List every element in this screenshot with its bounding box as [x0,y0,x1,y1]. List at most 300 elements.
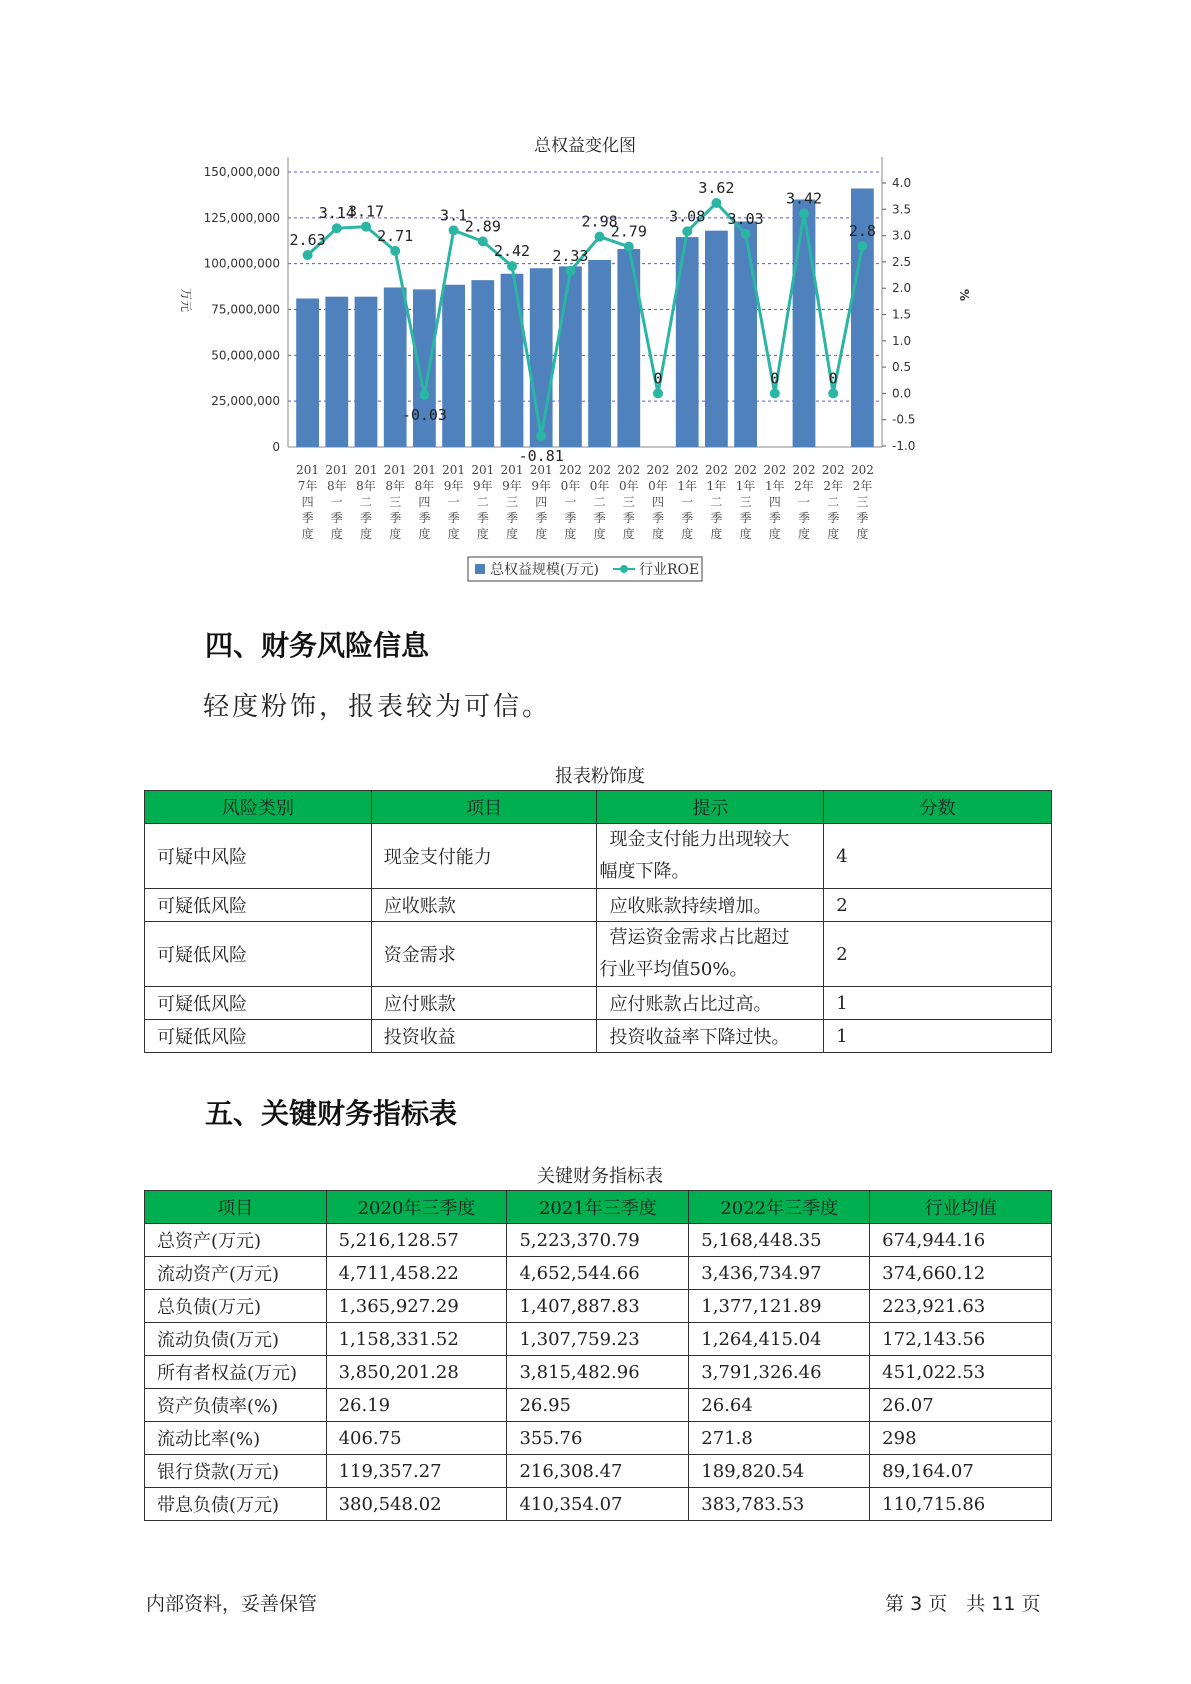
x-tick-label [647,463,670,541]
kpi-value-cell: 26.07 [870,1389,1052,1422]
risk-category-cell: 可疑中风险 [145,824,372,889]
risk-score-cell: 1 [824,987,1052,1020]
x-tick-label [325,463,348,541]
kpi-item-cell: 总负债(万元) [145,1290,327,1323]
table-row [145,824,1052,889]
x-tick-label-part: 季 [418,511,431,525]
kpi-table [144,1190,1052,1521]
y-tick-label: 125,000,000 [203,210,280,225]
x-tick-label-part: 1年 [677,479,698,493]
risk-table [144,790,1052,1053]
footer-page-total: 11 [991,1593,1016,1615]
table-row [145,1356,1052,1389]
x-tick-label-part: 季 [710,511,723,525]
risk-hint-cell [597,922,824,987]
x-tick-label-part: 0年 [560,479,581,493]
roe-point [303,250,313,260]
risk-item-cell: 应付账款 [371,987,597,1020]
x-tick-label-part: 0年 [589,479,610,493]
kpi-value-cell: 355.76 [507,1422,689,1455]
table-row [145,1323,1052,1356]
kpi-value-cell: 298 [870,1422,1052,1455]
x-tick-label-part: 二 [476,495,489,509]
risk-hint-line1: 应付账款占比过高。 [609,994,772,1015]
roe-data-label: 2.63 [289,231,326,250]
footer-page-prefix: 第 [885,1593,905,1615]
x-tick-label-part: 四 [301,495,314,509]
risk-hint-cell [597,1020,824,1053]
risk-category-cell: 可疑低风险 [145,922,372,987]
y-tick-label: 50,000,000 [211,348,280,363]
table-row [145,1020,1052,1053]
roe-data-label: 3.42 [785,189,823,208]
x-tick-label [559,463,582,541]
y-axis-title: 万元 [179,287,193,313]
y2-tick-label: 3.0 [892,228,912,243]
roe-point [390,246,400,256]
kpi-value-cell: 1,377,121.89 [689,1290,870,1323]
kpi-table-caption: 关键财务指标表 [537,1166,663,1187]
risk-category-cell: 可疑低风险 [145,889,372,922]
x-tick-label-part: 季 [564,511,577,525]
footer-page-number: 3 [910,1593,923,1615]
x-tick-label-part: 度 [651,527,665,541]
kpi-value-cell: 1,307,759.23 [507,1323,689,1356]
x-tick-label-part: 季 [622,511,635,525]
y2-tick-label: 0.0 [892,386,912,401]
table-row [145,987,1052,1020]
x-tick-label-part: 季 [827,511,840,525]
roe-data-label: 3.08 [669,207,706,226]
x-tick-label-part: 度 [301,527,314,541]
x-tick-label [471,463,494,541]
kpi-item-cell: 银行贷款(万元) [145,1455,327,1488]
equity-chart [170,135,1020,595]
roe-data-label: 2.33 [552,246,589,265]
x-tick-label [501,463,524,541]
x-tick-label [355,463,378,541]
x-tick-label-part: 一 [564,495,577,509]
x-tick-label-part: 度 [681,527,694,541]
risk-score-cell: 1 [824,1020,1052,1053]
roe-point [770,388,780,398]
y-tick-label: 150,000,000 [203,165,280,179]
bar [355,297,378,447]
risk-item-cell: 应收账款 [371,889,597,922]
kpi-value-cell: 1,264,415.04 [689,1323,870,1356]
legend-bar-swatch [475,564,485,574]
x-tick-label-part: 201 [354,463,378,477]
x-tick-label-part: 度 [447,527,460,541]
bar [588,260,611,447]
y2-axis-title: % [957,288,971,302]
x-tick-label-part: 9年 [472,479,493,493]
kpi-value-cell: 216,308.47 [507,1455,689,1488]
x-tick-label-part: 一 [681,495,694,509]
x-tick-label-part: 季 [301,511,314,525]
risk-hint-cell [597,824,824,889]
x-tick-label-part: 201 [529,463,553,477]
x-tick-label-part: 2年 [823,479,844,493]
x-tick-label-part: 202 [850,463,874,477]
risk-score-cell: 2 [824,922,1052,987]
x-tick-label-part: 季 [856,511,869,525]
x-tick-label-part: 202 [704,463,728,477]
footer-page-mid: 页 共 [928,1593,986,1615]
y2-tick-label: -1.0 [892,439,916,453]
risk-item-cell: 现金支付能力 [371,824,597,889]
kpi-value-cell: 26.19 [326,1389,507,1422]
roe-data-label: 2.89 [464,217,501,236]
x-tick-label-part: 度 [535,527,548,541]
y2-tick-label: 2.5 [892,254,912,269]
legend-bar-label: 总权益规模(万元) [490,562,599,578]
x-tick-label-part: 二 [710,495,723,509]
kpi-value-cell: 374,660.12 [870,1257,1052,1290]
x-tick-label-part: 202 [792,463,816,477]
x-tick-label-part: 9年 [502,479,522,493]
kpi-value-cell: 26.64 [689,1389,870,1422]
x-tick-label-part: 度 [827,527,840,541]
x-tick-label-part: 7年 [297,479,318,493]
x-tick-label-part: 201 [442,463,466,477]
roe-point [449,225,459,235]
x-tick-label-part: 202 [734,463,758,477]
bar [296,299,319,448]
x-tick-label-part: 季 [476,511,489,525]
kpi-item-cell: 带息负债(万元) [145,1488,327,1521]
x-tick-label-part: 四 [535,495,548,509]
x-tick-label [763,463,786,541]
y2-tick-label: -0.5 [892,412,916,427]
risk-hint-cell [597,987,824,1020]
roe-point [653,388,663,398]
chart-title: 总权益变化图 [534,136,636,156]
x-tick-label [734,463,757,541]
x-tick-label-part: 度 [330,527,343,541]
roe-data-label: 3.14 [318,204,355,223]
roe-data-label: 3.03 [727,210,764,229]
kpi-value-cell: 89,164.07 [870,1455,1052,1488]
x-tick-label-part: 度 [418,527,431,541]
risk-hint-line1: 投资收益率下降过快。 [609,1027,790,1048]
kpi-item-cell: 流动资产(万元) [145,1257,327,1290]
kpi-value-cell: 383,783.53 [689,1488,870,1521]
x-tick-label-part: 202 [617,463,641,477]
y2-tick-label: 0.5 [892,360,912,375]
x-tick-label-part: 季 [389,511,402,525]
y2-tick-label: 1.0 [892,333,912,348]
kpi-header-2022q3: 2022年三季度 [689,1191,870,1224]
bar [325,297,348,447]
table-row [145,889,1052,922]
x-tick-label-part: 0年 [648,479,668,493]
kpi-value-cell: 119,357.27 [326,1455,507,1488]
x-tick-label [588,463,611,541]
x-tick-label-part: 201 [412,463,436,477]
table-row [145,1290,1052,1323]
footer-page-info [885,1589,1041,1616]
x-tick-label-part: 度 [476,527,489,541]
kpi-value-cell: 3,436,734.97 [689,1257,870,1290]
x-tick-label-part: 度 [739,527,752,541]
bar [559,266,582,447]
roe-point [478,236,488,246]
table-row [145,1224,1052,1257]
risk-category-cell: 可疑低风险 [145,987,372,1020]
table-row [145,922,1052,987]
kpi-value-cell: 5,168,448.35 [689,1224,870,1257]
kpi-value-cell: 26.95 [507,1389,689,1422]
risk-header-score: 分数 [824,791,1052,824]
kpi-value-cell: 189,820.54 [689,1455,870,1488]
x-tick-label-part: 一 [447,495,460,509]
x-tick-label-part: 季 [447,511,460,525]
kpi-value-cell: 110,715.86 [870,1488,1052,1521]
roe-point [857,241,867,251]
kpi-value-cell: 3,850,201.28 [326,1356,507,1389]
roe-point [624,242,634,252]
kpi-value-cell: 5,216,128.57 [326,1224,507,1257]
x-tick-label-part: 二 [359,495,373,509]
kpi-value-cell: 674,944.16 [870,1224,1052,1257]
x-tick-label-part: 三 [505,495,519,509]
y-tick-label: 25,000,000 [211,394,280,409]
roe-data-label: 2.98 [581,212,618,231]
kpi-item-cell: 流动比率(%) [145,1422,327,1455]
x-tick-label-part: 季 [768,511,781,525]
x-tick-label [676,463,699,541]
roe-data-label: 0 [770,369,780,388]
kpi-value-cell: 3,791,326.46 [689,1356,870,1389]
footer-page-suffix: 页 [1021,1593,1041,1615]
roe-point [799,209,809,219]
table-row [145,1422,1052,1455]
bar [617,249,640,447]
bar [471,280,494,447]
x-tick-label [530,463,553,541]
table-row [145,1455,1052,1488]
kpi-value-cell: 451,022.53 [870,1356,1052,1389]
x-tick-label-part: 度 [856,527,869,541]
roe-data-label: 0 [653,369,663,388]
x-tick-label-part: 季 [330,511,343,525]
risk-item-cell: 资金需求 [371,922,597,987]
y2-tick-label: 3.5 [892,202,912,217]
kpi-value-cell: 223,921.63 [870,1290,1052,1323]
x-tick-label-part: 度 [564,527,577,541]
x-tick-label-part: 201 [296,463,320,477]
roe-data-label: 3.17 [347,202,385,221]
kpi-header-industry-avg: 行业均值 [870,1191,1052,1224]
x-tick-label-part: 8年 [414,479,435,493]
roe-point [507,261,517,271]
risk-table-caption: 报表粉饰度 [555,766,645,787]
risk-table-header-row [145,791,1052,824]
y-tick-label: 0 [272,440,280,454]
roe-point [828,388,838,398]
kpi-value-cell: 410,354.07 [507,1488,689,1521]
roe-point [565,266,575,276]
x-tick-label-part: 三 [389,495,402,509]
roe-point [419,390,429,400]
roe-point [361,222,371,232]
risk-item-cell: 投资收益 [371,1020,597,1053]
x-tick-label-part: 一 [330,495,343,509]
x-tick-label-part: 三 [856,495,869,509]
x-tick-label-part: 度 [359,527,373,541]
x-tick-label-part: 季 [359,511,373,525]
risk-header-category: 风险类别 [145,791,372,824]
x-tick-label-part: 9年 [531,479,552,493]
x-tick-label-part: 季 [797,511,811,525]
bar [734,222,757,448]
risk-header-hint: 提示 [597,791,824,824]
x-tick-label-part: 201 [471,463,495,477]
x-tick-label-part: 二 [593,495,606,509]
risk-hint-line1: 营运资金需求占比超过 [609,927,790,948]
x-tick-label-part: 度 [710,527,723,541]
kpi-value-cell: 1,158,331.52 [326,1323,507,1356]
roe-point [536,431,546,441]
table-row [145,1257,1052,1290]
kpi-value-cell: 271.8 [689,1422,870,1455]
risk-score-cell: 2 [824,889,1052,922]
x-tick-label-part: 度 [622,527,635,541]
x-tick-label-part: 202 [558,463,582,477]
roe-point [332,223,342,233]
x-tick-label [442,463,465,541]
kpi-item-cell: 总资产(万元) [145,1224,327,1257]
x-tick-label-part: 8年 [385,479,406,493]
x-tick-label-part: 202 [646,463,670,477]
x-tick-label-part: 202 [588,463,612,477]
x-tick-label-part: 1年 [706,479,727,493]
roe-data-label: 2.71 [377,226,414,245]
roe-point [711,198,721,208]
roe-point [682,226,692,236]
x-tick-label [617,463,640,541]
kpi-table-header-row [145,1191,1052,1224]
roe-data-label: 2.42 [493,242,531,261]
x-tick-label [384,463,407,541]
x-tick-label-part: 2年 [852,479,873,493]
x-tick-label-part: 201 [325,463,349,477]
x-tick-label-part: 1年 [735,479,756,493]
x-tick-label-part: 四 [651,495,665,509]
risk-hint-line1: 应收账款持续增加。 [609,896,772,917]
x-tick-label-part: 季 [681,511,694,525]
x-tick-label [851,463,874,541]
x-tick-label-part: 0年 [618,479,639,493]
x-tick-label-part: 季 [505,511,519,525]
x-tick-label [413,463,436,541]
roe-data-label: 3.62 [698,178,735,197]
x-tick-label-part: 四 [418,495,431,509]
x-tick-label-part: 季 [739,511,752,525]
x-tick-label-part: 2年 [794,479,814,493]
roe-data-label: -0.81 [518,447,564,466]
x-tick-label-part: 202 [763,463,787,477]
kpi-value-cell: 5,223,370.79 [507,1224,689,1257]
x-tick-label-part: 8年 [356,479,376,493]
x-tick-label-part: 度 [593,527,606,541]
x-tick-label-part: 季 [535,511,548,525]
y2-tick-label: 4.0 [892,176,912,190]
kpi-value-cell: 3,815,482.96 [507,1356,689,1389]
y-tick-label: 100,000,000 [203,256,280,271]
risk-category-cell: 可疑低风险 [145,1020,372,1053]
x-tick-label-part: 度 [768,527,781,541]
section4-summary: 轻度粉饰，报表较为可信。 [203,692,552,722]
x-tick-label-part: 三 [739,495,752,509]
roe-data-label: 3.1 [440,206,468,225]
kpi-header-2020q3: 2020年三季度 [326,1191,507,1224]
x-tick-label-part: 9年 [443,479,464,493]
kpi-item-cell: 流动负债(万元) [145,1323,327,1356]
kpi-item-cell: 所有者权益(万元) [145,1356,327,1389]
equity-chart-svg [170,135,1020,595]
section5-heading: 五、关键财务指标表 [205,1097,458,1130]
bar [705,231,728,447]
x-tick-label [822,463,845,541]
x-tick-label-part: 一 [797,495,811,509]
x-tick-label-part: 季 [593,511,606,525]
bar [501,274,524,447]
legend-line-marker [620,565,628,573]
bar [530,268,553,447]
x-tick-label-part: 度 [505,527,519,541]
roe-data-label: 2.79 [610,222,647,241]
kpi-header-2021q3: 2021年三季度 [507,1191,689,1224]
risk-hint-line2: 行业平均值50%。 [599,959,748,980]
x-tick-label-part: 202 [821,463,845,477]
x-tick-label [705,463,728,541]
x-tick-label-part: 四 [768,495,781,509]
roe-point [595,232,605,242]
kpi-value-cell: 4,652,544.66 [507,1257,689,1290]
table-row [145,1488,1052,1521]
x-tick-label-part: 8年 [326,479,347,493]
risk-header-item: 项目 [371,791,597,824]
roe-data-label: -0.03 [401,405,447,424]
kpi-header-item: 项目 [145,1191,327,1224]
risk-hint-cell [597,889,824,922]
x-tick-label-part: 202 [675,463,699,477]
footer-confidential: 内部资料，妥善保管 [146,1593,318,1615]
x-tick-label-part: 度 [389,527,402,541]
x-tick-label-part: 度 [797,527,811,541]
risk-hint-line2: 幅度下降。 [599,861,690,882]
kpi-value-cell: 1,365,927.29 [326,1290,507,1323]
kpi-value-cell: 1,407,887.83 [507,1290,689,1323]
section4-heading: 四、财务风险信息 [205,629,430,662]
kpi-item-cell: 资产负债率(%) [145,1389,327,1422]
kpi-value-cell: 380,548.02 [326,1488,507,1521]
bar [793,200,816,448]
x-tick-label-part: 201 [383,463,407,477]
y-tick-label: 75,000,000 [211,302,280,317]
kpi-value-cell: 172,143.56 [870,1323,1052,1356]
x-tick-label-part: 三 [622,495,635,509]
y2-tick-label: 1.5 [892,307,912,322]
roe-point [741,229,751,239]
kpi-value-cell: 406.75 [326,1422,507,1455]
roe-data-label: 0 [828,369,838,388]
roe-data-label: 2.8 [848,222,876,241]
x-tick-label [793,463,816,541]
x-tick-label-part: 201 [500,463,524,477]
